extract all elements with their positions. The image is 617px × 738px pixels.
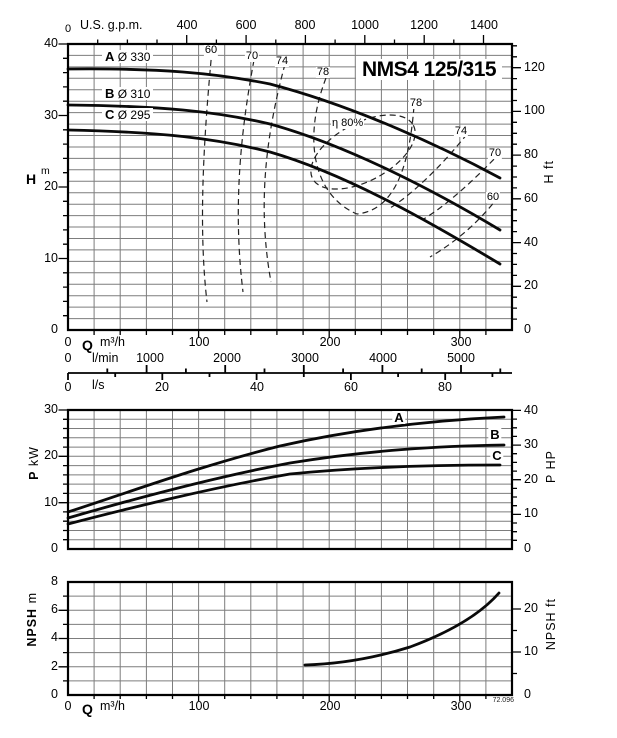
power-y-axis-label: [28, 446, 41, 480]
pkw-tick: 10: [44, 495, 58, 509]
eff-label-70: 70: [245, 50, 259, 62]
pump-model-title: NMS4 125/315: [356, 59, 502, 80]
curve-head-A: [68, 66, 500, 178]
drawing-number: 72.096: [492, 697, 514, 704]
efficiency-contours: [203, 50, 501, 302]
ls-tick: 80: [438, 380, 452, 394]
eff-74-left-contour: [264, 64, 285, 282]
impeller-diameter: Ø 310: [117, 87, 151, 101]
npsh-unit: m: [25, 592, 39, 604]
head-y-axis-unit: m: [41, 165, 50, 177]
ls-zero-tick: 0: [64, 380, 72, 394]
q-tick: 200: [319, 335, 341, 349]
npsh-m-tick: 8: [51, 574, 58, 588]
power-curve-tag-A: A: [394, 410, 404, 425]
curve-key: A: [105, 49, 115, 64]
gpm-tick: 600: [235, 18, 257, 32]
q-zero-tick: 0: [64, 335, 72, 349]
curve-head-C: [68, 130, 500, 264]
q-axis-label: Q: [82, 337, 93, 353]
npsh-ft-tick: 0: [524, 687, 531, 701]
hm-tick: 40: [44, 36, 58, 50]
npsh-symbol: NPSH: [25, 607, 39, 647]
gpm-tick: 1400: [470, 18, 498, 32]
power-unit: kW: [27, 446, 41, 467]
curve-key: C: [105, 107, 115, 122]
q-tick: 100: [188, 335, 210, 349]
q-axis-unit: m³/h: [100, 335, 125, 349]
curve-key: B: [105, 86, 115, 101]
hft-tick: 0: [524, 322, 531, 336]
ls-ruler: [68, 365, 512, 380]
ls-axis-label: l/s: [92, 378, 105, 392]
lmin-axis-label: l/min: [92, 351, 119, 365]
power-right-axis-label: P HP: [544, 450, 558, 483]
php-tick: 20: [524, 472, 538, 486]
lmin-tick: 2000: [213, 351, 241, 365]
eff-60-left-contour: [203, 50, 212, 302]
eff-label-60: 60: [204, 44, 218, 56]
hft-tick: 60: [524, 191, 538, 205]
curve-label-C: [102, 108, 153, 121]
axis-ticks: [59, 35, 522, 701]
power-curves: [68, 417, 504, 524]
npsh-right-axis-label: NPSH ft: [544, 598, 558, 651]
php-tick: 30: [524, 437, 538, 451]
pkw-tick: 30: [44, 402, 58, 416]
plot-borders: [68, 44, 512, 695]
q-tick: 300: [450, 335, 472, 349]
lmin-tick: 3000: [291, 351, 319, 365]
lmin-tick: 4000: [369, 351, 397, 365]
npsh-q-axis-label: Q: [82, 701, 93, 717]
hm-tick: 10: [44, 251, 58, 265]
lmin-zero-tick: 0: [64, 351, 72, 365]
eff-label-70-right: 70: [488, 147, 502, 159]
power-symbol: P: [27, 470, 41, 480]
npsh-q-axis-unit: m³/h: [100, 699, 125, 713]
npsh-q-zero-tick: 0: [64, 699, 72, 713]
hft-tick: 20: [524, 278, 538, 292]
gpm-tick: 1000: [351, 18, 379, 32]
gpm-tick: 800: [294, 18, 316, 32]
curve-label-A: [102, 50, 153, 63]
hm-tick: 30: [44, 108, 58, 122]
npsh-q-tick: 200: [319, 699, 341, 713]
head-right-axis-label: H ft: [542, 160, 556, 184]
ls-tick: 40: [250, 380, 264, 394]
lmin-tick: 5000: [447, 351, 475, 365]
impeller-diameter: Ø 330: [117, 50, 151, 64]
npsh-q-tick: 100: [188, 699, 210, 713]
hft-tick: 40: [524, 235, 538, 249]
hft-tick: 120: [524, 60, 545, 74]
eff-label-78: 78: [316, 66, 330, 78]
gpm-zero-tick: 0: [64, 23, 72, 35]
gpm-tick: 400: [176, 18, 198, 32]
eff-label-74-right: 74: [454, 125, 468, 137]
lmin-tick: 1000: [136, 351, 164, 365]
ls-tick: 20: [155, 380, 169, 394]
php-tick: 0: [524, 541, 531, 555]
npsh-m-tick: 6: [51, 602, 58, 616]
php-tick: 40: [524, 403, 538, 417]
pkw-tick: 20: [44, 448, 58, 462]
curve-npsh: [305, 593, 499, 665]
eff-label-60-right: 60: [486, 191, 500, 203]
power-curve-tag-B: B: [490, 427, 500, 442]
npsh-ft-tick: 10: [524, 644, 538, 658]
ls-tick: 60: [344, 380, 358, 394]
eff-label-78-right: 78: [409, 97, 423, 109]
hm-tick: 0: [51, 322, 58, 336]
npsh-m-tick: 0: [51, 687, 58, 701]
pkw-tick: 0: [51, 541, 58, 555]
curve-power-C: [68, 465, 500, 524]
impeller-diameter: Ø 295: [117, 108, 151, 122]
bep-efficiency-label: η 80%: [332, 117, 364, 129]
npsh-m-tick: 4: [51, 630, 58, 644]
hm-tick: 20: [44, 179, 58, 193]
hft-tick: 100: [524, 103, 545, 117]
npsh-ft-tick: 20: [524, 601, 538, 615]
power-curve-tag-C: C: [492, 448, 502, 463]
grid-lines: [68, 44, 512, 695]
npsh-m-tick: 2: [51, 659, 58, 673]
npsh-y-axis-label: [26, 592, 39, 647]
eff-70-left-contour: [238, 60, 254, 292]
gpm-axis-label: U.S. g.p.m.: [80, 18, 143, 32]
curve-label-B: [102, 87, 153, 100]
eff-label-74: 74: [275, 55, 289, 67]
npsh-q-tick: 300: [450, 699, 472, 713]
head-y-axis-label: H: [26, 171, 37, 187]
hft-tick: 80: [524, 147, 538, 161]
php-tick: 10: [524, 506, 538, 520]
gpm-tick: 1200: [410, 18, 438, 32]
